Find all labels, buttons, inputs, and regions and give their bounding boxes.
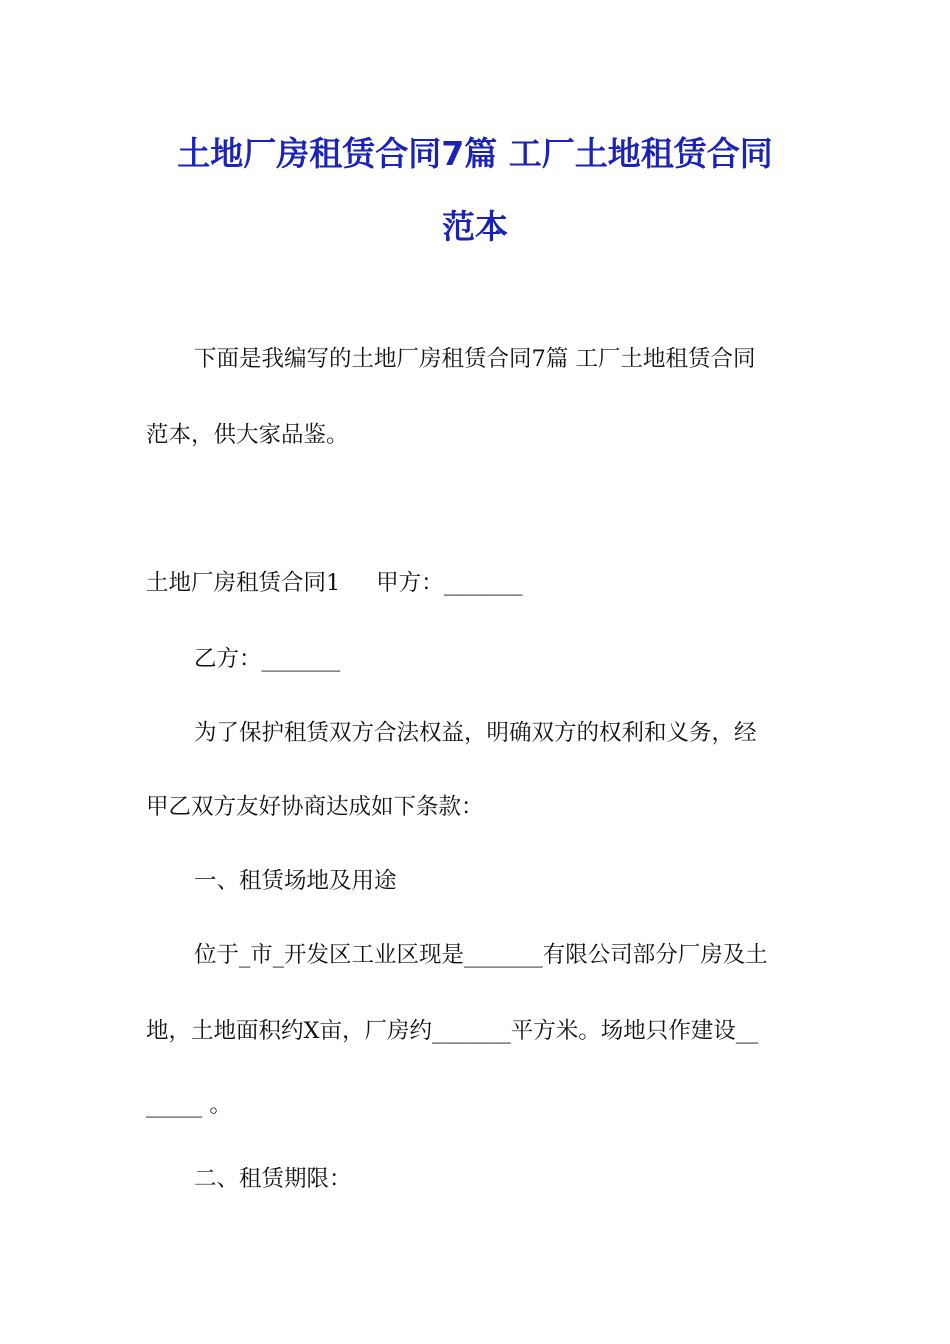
section-heading-lease-site: 一、租赁场地及用途 xyxy=(194,868,397,894)
site-paragraph-line-2: 地，土地面积约X亩，厂房约_______平方米。场地只作建设__ xyxy=(146,1018,759,1044)
site-paragraph-line-3: _____ 。 xyxy=(146,1092,232,1118)
party-b-line: 乙方：_______ xyxy=(194,646,341,672)
document-title-line-1: 土地厂房租赁合同7篇 工厂土地租赁合同 xyxy=(177,134,773,173)
intro-paragraph-line-2: 范本，供大家品鉴。 xyxy=(146,422,349,448)
contract-heading-party-a: 土地厂房租赁合同1 甲方：_______ xyxy=(146,570,523,596)
intro-paragraph-line-1: 下面是我编写的土地厂房租赁合同7篇 工厂土地租赁合同 xyxy=(194,346,756,372)
site-paragraph-line-1: 位于_市_开发区工业区现是_______有限公司部分厂房及土 xyxy=(194,942,768,968)
section-heading-lease-term: 二、租赁期限： xyxy=(194,1166,352,1192)
preamble-line-1: 为了保护租赁双方合法权益，明确双方的权利和义务，经 xyxy=(194,720,757,746)
document-title-line-2: 范本 xyxy=(442,207,508,246)
preamble-line-2: 甲乙双方友好协商达成如下条款： xyxy=(146,794,484,820)
